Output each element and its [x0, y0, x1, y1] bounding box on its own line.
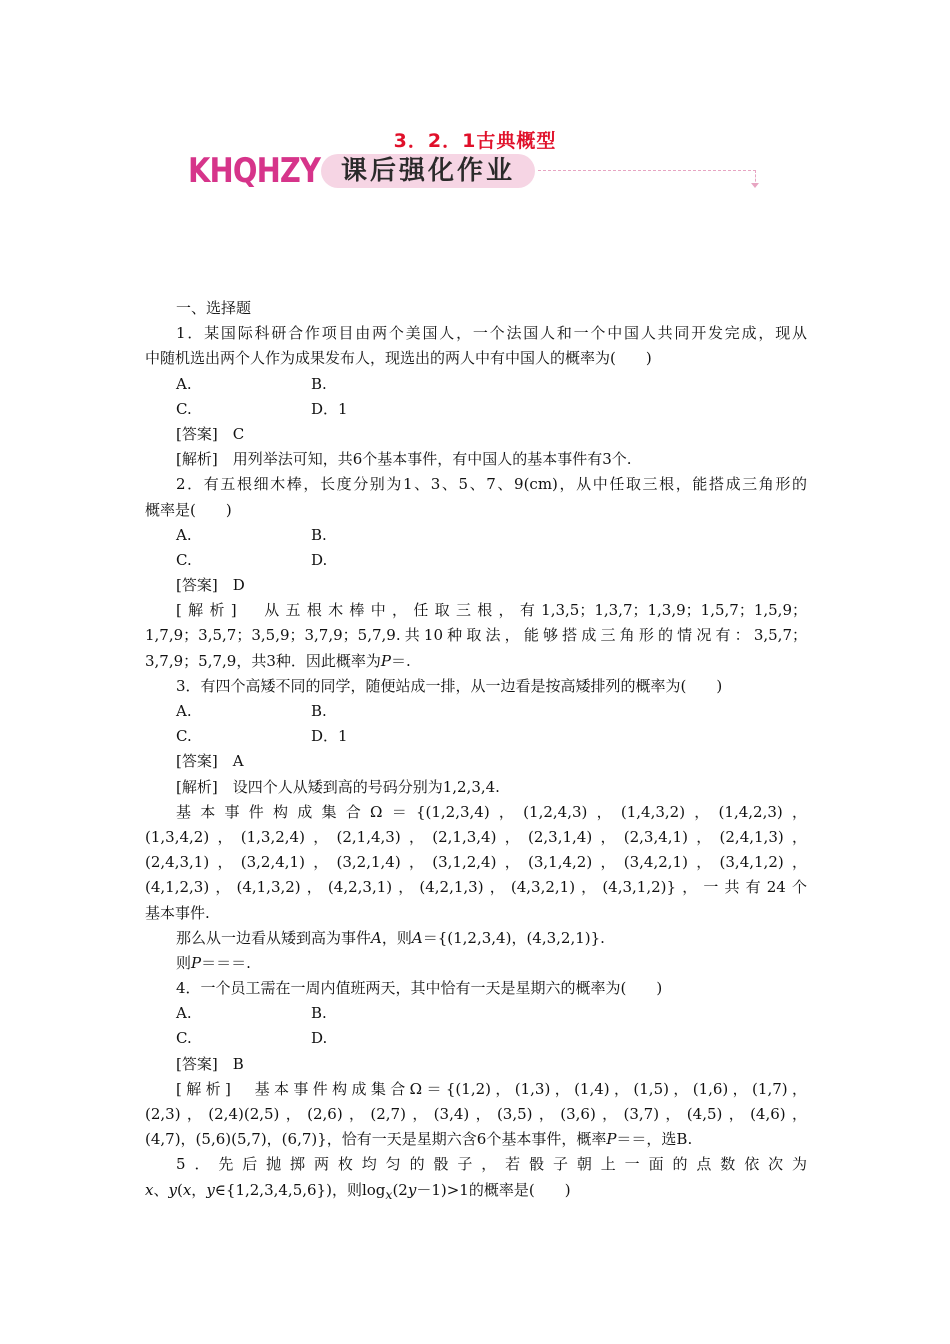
- option-d: D．1: [311, 399, 348, 418]
- options-row: [145, 548, 807, 573]
- answer: [答案] B: [176, 1054, 244, 1073]
- text-run: ∈{1,2,3,4,5,6})，则log: [214, 1180, 386, 1199]
- banner-arrow-icon: [751, 183, 759, 188]
- option-a: A.: [176, 1004, 192, 1023]
- explanation-cont: 基本事件.: [145, 903, 210, 922]
- option-d: D.: [311, 1029, 328, 1048]
- text-run: (: [176, 1180, 183, 1199]
- question-1-text: 1．某国际科研合作项目由两个美国人，一个法国人和一个中国人共同开发完成，现从: [176, 324, 807, 343]
- text-run: (2: [392, 1180, 408, 1199]
- explanation-cont: [145, 649, 807, 674]
- question-1-text-cont: 中随机选出两个人作为成果发布人，现选出的两人中有中国人的概率为( ): [145, 349, 652, 368]
- section-heading: 一、选择题: [176, 299, 252, 317]
- explanation: [解析] 从五根木棒中，任取三根，有1,3,5；1,3,7；1,3,9；1,5,7；1,5,9；: [176, 601, 807, 620]
- option-b: B.: [311, 374, 327, 393]
- explanation-cont: (2,3)，(2,4)(2,5)，(2,6)，(2,7)，(3,4)，(3,5)，(3,6)，(3,7)，(4,5)，(4,6)，: [145, 1105, 807, 1123]
- text-run: (4,7)，(5,6)(5,7)，(6,7)}，恰有一天是星期六含6个基本事件，概率: [145, 1130, 607, 1149]
- text-run: ＝{(1,2,3,4)，(4,3,2,1)}.: [422, 928, 605, 947]
- option-b: B.: [311, 702, 327, 720]
- page-title: 3．2．1古典概型: [393, 130, 557, 152]
- explanation: [解析] 基本事件构成集合Ω＝{(1,2)，(1,3)，(1,4)，(1,5)，(1,6)，(1,7)，: [176, 1079, 807, 1098]
- option-a: A.: [176, 374, 192, 393]
- banner-text: 课后强化作业: [340, 156, 515, 186]
- options-row: [145, 523, 807, 548]
- option-c: C.: [176, 727, 192, 746]
- text-run: 、: [153, 1180, 169, 1199]
- text-run: 则: [176, 953, 192, 972]
- variable: P: [191, 953, 202, 972]
- explanation-cont: [145, 1127, 807, 1152]
- explanation-cont: (2,4,3,1)，(3,2,4,1)，(3,2,1,4)，(3,1,2,4)，(3,1,4,2)，(3,4,2,1)，(3,4,1,2)，: [145, 853, 807, 872]
- question-4-text: 4．一个员工需在一周内值班两天，其中恰有一天是星期六的概率为( ): [176, 979, 663, 998]
- option-a: A.: [176, 525, 192, 544]
- option-b: B.: [311, 525, 327, 544]
- explanation-cont: (1,3,4,2)，(1,3,2,4)，(2,1,4,3)，(2,1,3,4)，(2,3,1,4)，(2,3,4,1)，(2,4,1,3)，: [145, 827, 807, 846]
- option-b: B.: [311, 1004, 327, 1023]
- text-run: ＝＝＝.: [201, 953, 251, 972]
- variable: y: [206, 1180, 215, 1199]
- document-body: [145, 296, 807, 1203]
- options-row: [145, 372, 807, 397]
- explanation-cont: (4,1,2,3)，(4,1,3,2)，(4,2,3,1)，(4,2,1,3)，(4,3,2,1)，(4,3,1,2)}，一共有24个: [145, 878, 807, 897]
- question-5-text-cont: [145, 1178, 807, 1203]
- option-c: C.: [176, 1029, 192, 1048]
- explanation: [解析] 设四个人从矮到高的号码分别为1,2,3,4.: [176, 777, 500, 796]
- answer: [答案] D: [176, 576, 245, 595]
- explanation-cont: [145, 926, 807, 951]
- question-3-text: 3．有四个高矮不同的同学，随便站成一排，从一边看是按高矮排列的概率为( ): [176, 676, 723, 695]
- option-c: C.: [176, 399, 192, 418]
- options-row: [145, 1001, 807, 1026]
- banner-pill: [321, 154, 535, 188]
- option-a: A.: [176, 702, 192, 720]
- text-run: ，则: [381, 928, 412, 947]
- question-5-text: 5．先后抛掷两枚均匀的骰子，若骰子朝上一面的点数依次为: [176, 1155, 807, 1174]
- variable: P: [380, 651, 391, 670]
- question-2-text-cont: 概率是( ): [145, 500, 232, 519]
- explanation-cont: 1,7,9；3,5,7；3,5,9；3,7,9；5,7,9.共10种取法，能够搭成三角形的情况有：3,5,7；: [145, 626, 807, 645]
- brand-logo: KHQHZY: [188, 151, 321, 191]
- options-row: [145, 724, 807, 749]
- explanation-cont: [145, 951, 807, 976]
- text-run: ＝＝，选B.: [616, 1130, 693, 1149]
- variable: x: [145, 1180, 154, 1199]
- options-row: [145, 397, 807, 422]
- variable: A: [371, 928, 382, 947]
- explanation: [解析] 用列举法可知，共6个基本事件，有中国人的基本事件有3个.: [176, 450, 632, 469]
- answer: [答案] C: [176, 424, 245, 443]
- variable: x: [182, 1180, 192, 1199]
- variable: x: [385, 1186, 393, 1202]
- section-banner: [188, 150, 768, 198]
- variable: y: [407, 1180, 417, 1199]
- banner-dashed-line: [538, 170, 756, 171]
- text-run: 那么从一边看从矮到高为事件: [176, 928, 372, 947]
- text-run: ，: [191, 1180, 207, 1199]
- explanation-cont: 基本事件构成集合Ω＝{(1,2,3,4)，(1,2,4,3)，(1,4,3,2)，(1,4,2,3)，: [176, 802, 807, 821]
- option-d: D．1: [311, 727, 348, 746]
- answer: [答案] A: [176, 752, 244, 771]
- variable: y: [168, 1180, 177, 1199]
- text-run: －1)>1的概率是( ): [416, 1180, 571, 1199]
- options-row: [145, 699, 807, 724]
- option-d: D.: [311, 550, 328, 569]
- options-row: [145, 1026, 807, 1051]
- option-c: C.: [176, 550, 192, 569]
- variable: P: [606, 1130, 617, 1149]
- text-run: ＝.: [390, 651, 411, 670]
- variable: A: [411, 928, 423, 947]
- text-run: 3,7,9；5,7,9，共3种．因此概率为: [145, 651, 381, 670]
- question-2-text: 2．有五根细木棒，长度分别为1、3、5、7、9(cm)，从中任取三根，能搭成三角形的: [176, 475, 807, 494]
